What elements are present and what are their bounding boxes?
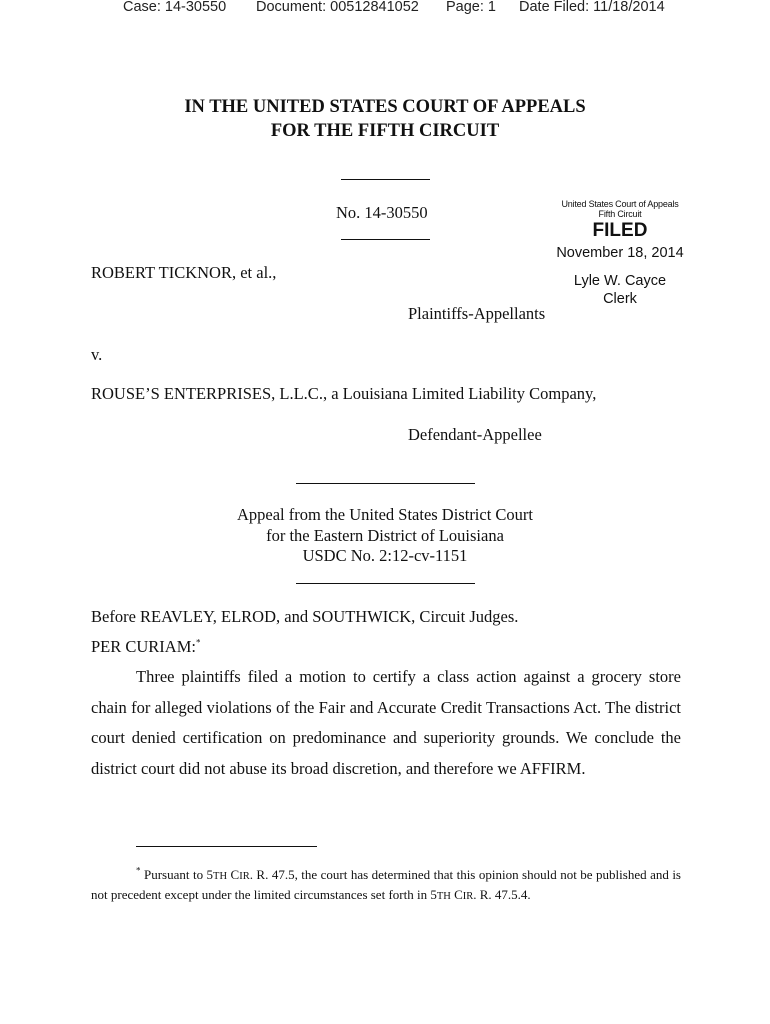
footnote-smallcaps-2: IR [239, 871, 250, 882]
footnote-smallcaps-3: TH [436, 890, 451, 902]
filing-header [0, 0, 770, 17]
stamp-court: United States Court of Appeals [561, 199, 679, 209]
stamp-clerk-title: Clerk [603, 291, 637, 307]
header-document-number: Document: 00512841052 [256, 0, 419, 15]
appeal-rule-bottom [296, 583, 475, 584]
stamp-filed: FILED [592, 220, 648, 241]
footnote-text-3: . R. 47.5, the court has determined that this opinion should not be published and is not precedent except under the limited circumstances set forth in 5 [91, 867, 681, 902]
versus: v. [91, 345, 103, 364]
header-case-number: Case: 14-30550 [123, 0, 227, 15]
appeal-line-2: for the Eastern District of Louisiana [266, 525, 504, 545]
footnote-divider [136, 846, 317, 847]
court-title [0, 95, 770, 143]
footnote-reference[interactable]: * [195, 637, 201, 648]
stamp-date: November 18, 2014 [556, 245, 684, 261]
footnote [91, 866, 681, 905]
appeal-block [0, 505, 770, 567]
court-title-line-1: IN THE UNITED STATES COURT OF APPEALS [184, 97, 586, 117]
footnote-smallcaps-1: TH [213, 871, 228, 882]
footnote-marker: * [136, 865, 141, 876]
filed-stamp [540, 199, 700, 308]
per-curiam [91, 637, 200, 657]
footnote-text-2: C [227, 867, 240, 882]
footnote-text-5: . R. 47.5.4. [473, 886, 531, 902]
defendant-role: Defendant-Appellee [408, 425, 542, 444]
footnote-text-1: Pursuant to 5 [140, 867, 214, 882]
per-curiam-label: PER CURIAM: [91, 637, 196, 656]
header-page-number: Page: 1 [446, 0, 496, 15]
stamp-circuit: Fifth Circuit [598, 209, 642, 219]
plaintiffs-role: Plaintiffs-Appellants [408, 304, 546, 323]
defendant-name: ROUSE’S ENTERPRISES, L.L.C., a Louisiana Limited Liability Company, [91, 384, 597, 403]
stamp-clerk-name: Lyle W. Cayce [573, 273, 667, 289]
opinion-body: Three plaintiffs filed a motion to certify a class action against a grocery store chain for alleged violations of the Fair and Accurate Credit Transactions Act. The district court denied certification on predominance and superiority grounds. We conclude the district court did not abuse its broad discretion, and therefore we AFFIRM. [91, 667, 681, 778]
appeal-line-3: USDC No. 2:12-cv-1151 [302, 546, 468, 565]
footnote-text-4: C [450, 886, 463, 902]
court-title-line-2: FOR THE FIFTH CIRCUIT [270, 121, 500, 141]
plaintiffs-name: ROBERT TICKNOR, et al., [91, 263, 277, 282]
appeal-rule-top [296, 483, 475, 484]
docket-rule-top [341, 179, 430, 180]
docket-number: No. 14-30550 [336, 203, 428, 222]
docket-rule-bottom [341, 239, 430, 240]
panel-judges: Before REAVLEY, ELROD, and SOUTHWICK, Circuit Judges. [91, 607, 519, 626]
footnote-smallcaps-4: IR [462, 890, 474, 902]
header-date-filed: Date Filed: 11/18/2014 [519, 0, 665, 15]
appeal-line-1: Appeal from the United States District Court [236, 505, 534, 524]
